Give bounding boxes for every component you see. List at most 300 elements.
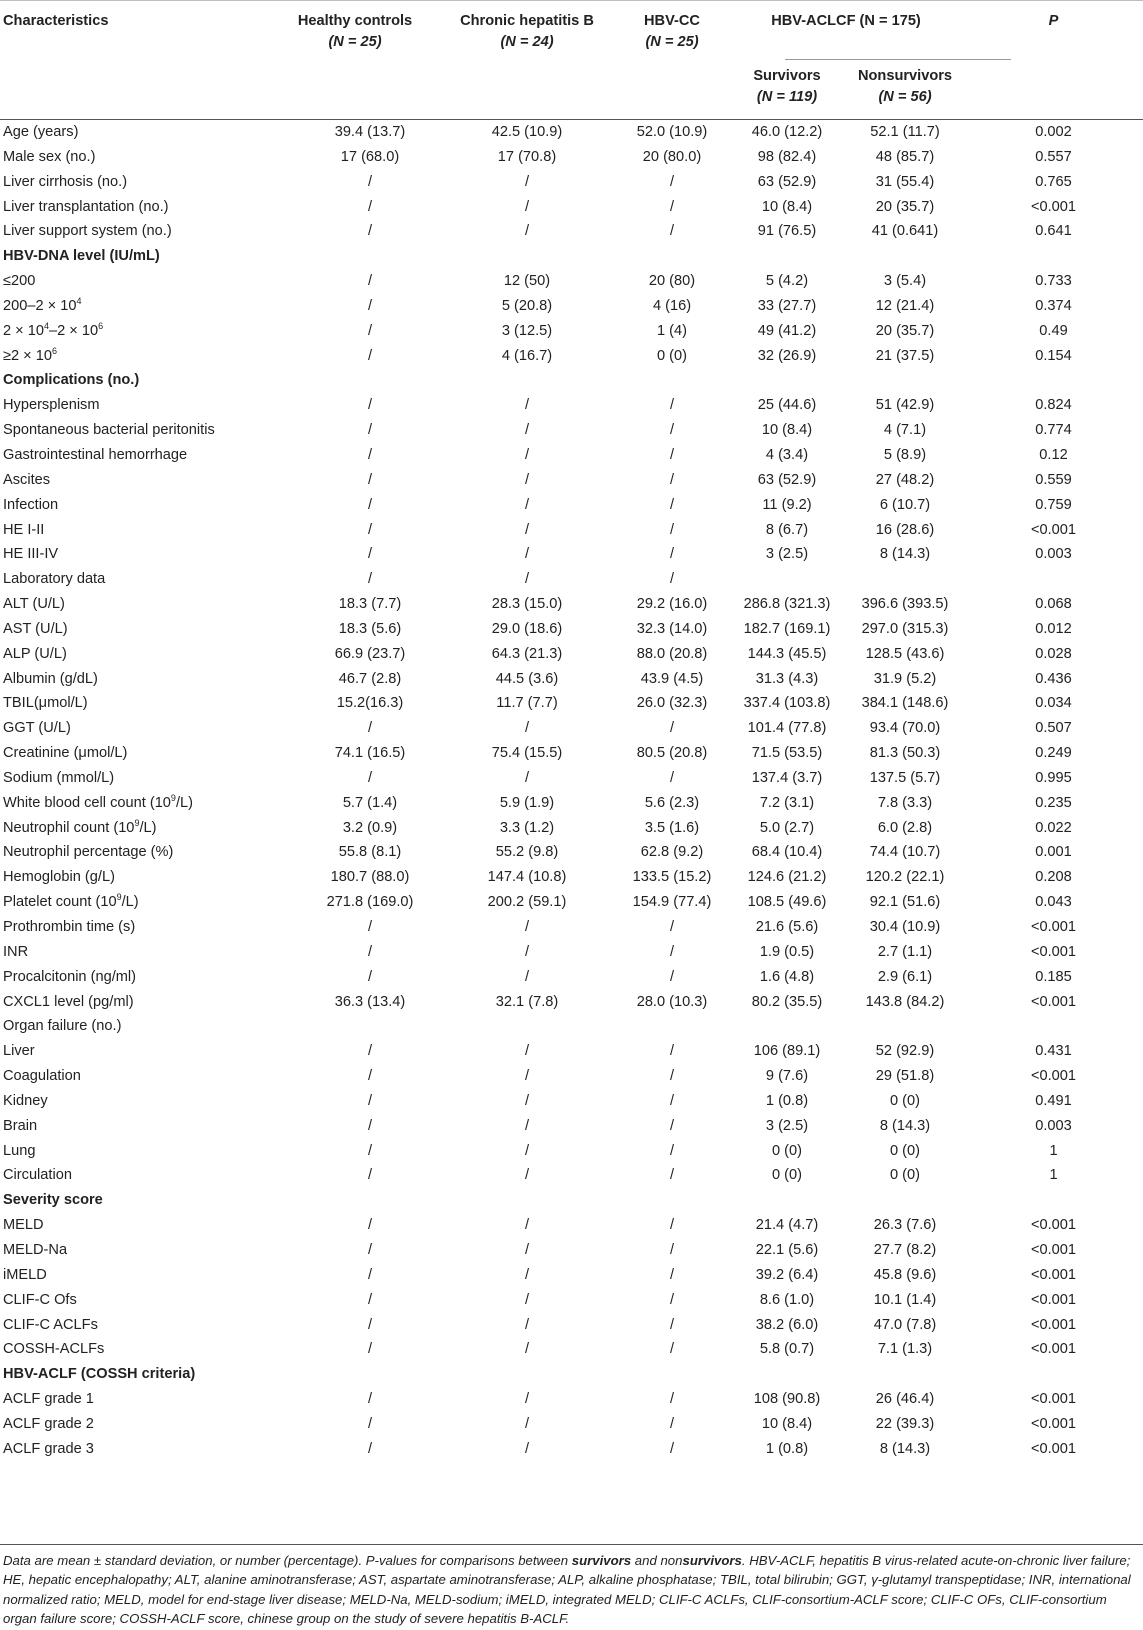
row-label: White blood cell count $(10^9/L)$	[3, 792, 193, 811]
row-label: Liver cirrhosis (no.)	[3, 173, 128, 190]
cell-p: 0.431	[1035, 1043, 1072, 1060]
cell-cc: /	[669, 1415, 675, 1432]
cell-cc: /	[669, 1068, 675, 1085]
cell-cc: 0 (0)	[656, 347, 687, 364]
cell-p: 0.12	[1039, 446, 1068, 463]
cell-p: 0.235	[1035, 794, 1072, 811]
table-row	[0, 642, 1143, 667]
cell-ns: 16 (28.6)	[875, 521, 935, 538]
cell-s: 7.2 (3.1)	[759, 794, 815, 811]
cell-chb: /	[524, 1167, 530, 1184]
table-row	[0, 493, 1143, 518]
cell-s: 68.4 (10.4)	[751, 844, 823, 861]
cell-chb: /	[524, 720, 530, 737]
cell-chb: /	[524, 1440, 530, 1457]
header-chronic-hepatitis-b	[438, 0, 616, 120]
cell-cc: /	[669, 919, 675, 935]
table-row	[0, 915, 1143, 940]
cell-hc: /	[367, 1068, 373, 1085]
cell-s: 0 (0)	[771, 1167, 802, 1184]
row-label: CXCL1 level (pg/ml)	[3, 993, 134, 1010]
cell-hc: 74.1 (16.5)	[334, 745, 406, 762]
cell-chb: /	[524, 1117, 530, 1134]
cell-ns: 0 (0)	[889, 1092, 920, 1109]
cell-chb: /	[524, 943, 530, 960]
table-row	[0, 766, 1143, 791]
cell-s: 286.8 (321.3)	[743, 596, 831, 613]
cell-hc: /	[367, 273, 373, 290]
cell-cc: 28.0 (10.3)	[636, 993, 708, 1010]
cell-s: 8.6 (1.0)	[759, 1291, 815, 1308]
row-label: $2 \times 10^4-2 \times 10^6$	[3, 320, 104, 339]
cell-cc: /	[669, 1117, 675, 1134]
cell-chb: 42.5 (10.9)	[491, 124, 563, 140]
row-label: ACLF grade 2	[3, 1415, 94, 1432]
cell-p	[964, 1362, 1143, 1387]
table-row	[0, 1437, 1143, 1462]
cell-ns: 45.8 (9.6)	[873, 1266, 937, 1283]
cell-chb: /	[524, 1142, 530, 1159]
table-row	[0, 667, 1143, 692]
table-row	[0, 1337, 1143, 1362]
cell-ns: 93.4 (70.0)	[869, 720, 941, 737]
cell-p: 0.374	[1035, 297, 1072, 314]
cell-chb: /	[524, 1241, 530, 1258]
cell-hc: /	[367, 198, 373, 215]
cell-chb: 3.3 (1.2)	[499, 819, 555, 836]
cell-chb: /	[524, 471, 530, 488]
cell-hc: /	[367, 347, 373, 364]
cell-ns: 41 (0.641)	[871, 223, 939, 240]
cell-hc: /	[367, 1415, 373, 1432]
cell-cc: /	[669, 943, 675, 960]
row-label: CLIF-C Ofs	[3, 1291, 77, 1308]
cell-p	[964, 1188, 1143, 1213]
section-header-row	[0, 368, 1143, 393]
row-label: Infection	[3, 496, 59, 513]
table-row	[0, 1412, 1143, 1437]
cell-ns: 8 (14.3)	[879, 1117, 931, 1134]
cell-chb: /	[524, 198, 530, 215]
cell-ns: 6.0 (2.8)	[877, 819, 933, 836]
cell-s: 21.4 (4.7)	[755, 1217, 819, 1234]
cell-ns: 7.1 (1.3)	[877, 1341, 933, 1358]
table-row	[0, 294, 1143, 319]
cell-cc: 3.5 (1.6)	[644, 819, 700, 836]
cell-chb: /	[524, 919, 530, 935]
cell-ns: 396.6 (393.5)	[861, 596, 949, 613]
table-row	[0, 716, 1143, 741]
table-row	[0, 1064, 1143, 1089]
cell-p: 0.641	[1035, 223, 1072, 240]
cell-cc: 154.9 (77.4)	[632, 894, 712, 911]
cell-p: 0.995	[1035, 769, 1072, 786]
cell-hc: /	[367, 769, 373, 786]
cell-p: 0.765	[1035, 173, 1072, 190]
cell-ns: 143.8 (84.2)	[865, 993, 945, 1010]
table-row	[0, 269, 1143, 294]
cell-p: 0.022	[1035, 819, 1072, 836]
cell-p	[964, 244, 1143, 269]
cell-ns: 47.0 (7.8)	[873, 1316, 937, 1333]
cell-p: 0.507	[1035, 720, 1072, 737]
cell-hc: 5.7 (1.4)	[342, 794, 398, 811]
cell-s: 63 (52.9)	[757, 471, 817, 488]
cell-chb: /	[524, 1068, 530, 1085]
row-label: Prothrombin time (s)	[3, 919, 136, 935]
cell-hc: /	[367, 173, 373, 190]
cell-chb	[438, 368, 616, 393]
row-label: GGT (U/L)	[3, 720, 71, 737]
cell-ns: 137.5 (5.7)	[869, 769, 941, 786]
cell-p: 0.824	[1035, 397, 1072, 414]
cell-chb: 147.4 (10.8)	[487, 869, 567, 886]
cell-ns: 384.1 (148.6)	[861, 695, 949, 712]
cell-s: 9 (7.6)	[765, 1068, 809, 1085]
cell-p: 0.249	[1035, 745, 1072, 762]
cell-cc: 26.0 (32.3)	[636, 695, 708, 712]
cell-cc: /	[669, 446, 675, 463]
table-body	[0, 120, 1143, 1462]
cell-s: 101.4 (77.8)	[747, 720, 827, 737]
cell-cc: 20 (80.0)	[642, 148, 702, 165]
header-chb-name: Chronic hepatitis B	[460, 13, 594, 29]
row-label: $\ge 2 \times 10^6$	[3, 345, 58, 364]
cell-ns: 0 (0)	[889, 1167, 920, 1184]
cell-ns: 30.4 (10.9)	[869, 919, 941, 935]
cell-hc: /	[367, 919, 373, 935]
cell-s: 38.2 (6.0)	[755, 1316, 819, 1333]
cell-chb: 12 (50)	[503, 273, 551, 290]
table-row	[0, 393, 1143, 418]
cell-hc: /	[367, 521, 373, 538]
cell-hc: /	[367, 322, 373, 339]
cell-p: 0.436	[1035, 670, 1072, 687]
cell-cc: /	[669, 1167, 675, 1184]
cell-chb: /	[524, 1341, 530, 1358]
cell-s: 1 (0.8)	[765, 1092, 809, 1109]
cell-ns: 22 (39.3)	[875, 1415, 935, 1432]
cell-p: <0.001	[1030, 1415, 1077, 1432]
cell-cc: /	[669, 1142, 675, 1159]
row-label: Sodium (mmol/L)	[3, 769, 115, 786]
cell-hc: /	[367, 1316, 373, 1333]
cell-cc: /	[669, 769, 675, 786]
cell-hc: /	[367, 1117, 373, 1134]
cell-chb	[438, 1014, 616, 1039]
cell-cc: /	[669, 397, 675, 414]
cell-ns: 5 (8.9)	[883, 446, 927, 463]
cell-s: 21.6 (5.6)	[755, 919, 819, 935]
cell-p: 0.774	[1035, 422, 1072, 439]
cell-ns: 74.4 (10.7)	[869, 844, 941, 861]
cell-p	[964, 567, 1143, 592]
cell-chb: 200.2 (59.1)	[487, 894, 567, 911]
row-label: HBV-ACLF (COSSH criteria)	[3, 1366, 196, 1383]
cell-cc: 5.6 (2.3)	[644, 794, 700, 811]
cell-s: 25 (44.6)	[757, 397, 817, 414]
cell-ns: 8 (14.3)	[879, 1440, 931, 1457]
cell-p: 0.001	[1035, 844, 1072, 861]
cell-ns: 48 (85.7)	[875, 148, 935, 165]
cell-cc: /	[669, 720, 675, 737]
row-label: Severity score	[3, 1192, 103, 1209]
table-row	[0, 741, 1143, 766]
cell-p: <0.001	[1030, 1341, 1077, 1358]
table-row	[0, 195, 1143, 220]
cell-chb: /	[524, 546, 530, 563]
row-label: TBIL(μmol/L)	[3, 695, 88, 712]
cell-s: 4 (3.4)	[765, 446, 809, 463]
cell-ns: 8 (14.3)	[879, 546, 931, 563]
header-hbv-aclf-group	[728, 0, 964, 120]
header-hc-name: Healthy controls	[297, 13, 413, 29]
cell-cc: /	[669, 571, 675, 588]
cell-chb: 11.7 (7.7)	[496, 695, 558, 712]
cell-s: 91 (76.5)	[757, 223, 817, 240]
row-label: AST (U/L)	[3, 620, 68, 637]
cell-cc: 52.0 (10.9)	[636, 124, 708, 140]
cell-hc: 36.3 (13.4)	[334, 993, 406, 1010]
row-label: Spontaneous bacterial peritonitis	[3, 422, 215, 439]
row-label: Coagulation	[3, 1068, 81, 1085]
cell-s: 5 (4.2)	[765, 273, 809, 290]
cell-hc: 17 (68.0)	[340, 148, 400, 165]
cell-cc: /	[669, 1316, 675, 1333]
table-row	[0, 990, 1143, 1015]
cell-p: <0.001	[1030, 1291, 1077, 1308]
cell-ns: 128.5 (43.6)	[865, 645, 945, 662]
cell-cc: /	[669, 1241, 675, 1258]
cell-hc: /	[367, 397, 373, 414]
cell-chb: /	[524, 223, 530, 240]
aclf-group-underline	[785, 59, 1011, 60]
cell-chb: 17 (70.8)	[497, 148, 557, 165]
header-healthy-controls	[272, 0, 438, 120]
cell-chb: /	[524, 1092, 530, 1109]
bottom-rule	[0, 1544, 1143, 1545]
cell-cc: 1 (4)	[656, 322, 687, 339]
cell-s: 108.5 (49.6)	[747, 894, 827, 911]
cell-hc: /	[367, 1142, 373, 1159]
cell-p: 0.208	[1035, 869, 1072, 886]
cell-hc	[272, 368, 438, 393]
cell-cc: /	[669, 198, 675, 215]
cell-p: <0.001	[1030, 1068, 1077, 1085]
cell-chb: /	[524, 1043, 530, 1060]
cell-cc	[616, 1188, 728, 1213]
cell-hc: /	[367, 1241, 373, 1258]
row-label: Hypersplenism	[3, 397, 100, 414]
cell-p: 0.002	[1035, 124, 1072, 140]
cell-hc: /	[367, 297, 373, 314]
cell-s: 106 (89.1)	[753, 1043, 821, 1060]
row-label: HE I-II	[3, 521, 45, 538]
cell-hc: /	[367, 1440, 373, 1457]
cell-ns	[846, 567, 964, 592]
table-row	[0, 865, 1143, 890]
cell-s: 10 (8.4)	[761, 1415, 813, 1432]
cell-p: 0.557	[1035, 148, 1072, 165]
row-label: HBV-DNA level (IU/mL)	[3, 248, 160, 265]
header-hbv-cc	[616, 0, 728, 120]
cell-hc: /	[367, 496, 373, 513]
cell-ns: 81.3 (50.3)	[869, 745, 941, 762]
table-row	[0, 1139, 1143, 1164]
cell-hc: /	[367, 943, 373, 960]
cell-hc: /	[367, 223, 373, 240]
row-label: Kidney	[3, 1092, 48, 1109]
cell-chb: 3 (12.5)	[501, 322, 553, 339]
cell-cc: 62.8 (9.2)	[640, 844, 704, 861]
cell-hc: 15.2(16.3)	[336, 695, 404, 712]
cell-s: 3 (2.5)	[765, 1117, 809, 1134]
cell-cc	[616, 244, 728, 269]
cell-ns: 3 (5.4)	[883, 273, 927, 290]
cell-hc	[272, 1362, 438, 1387]
cell-chb: 29.0 (18.6)	[491, 620, 563, 637]
cell-cc	[616, 1014, 728, 1039]
cell-hc: /	[367, 1217, 373, 1234]
table-row	[0, 1288, 1143, 1313]
table-row	[0, 542, 1143, 567]
table-row	[0, 940, 1143, 965]
table-row	[0, 567, 1143, 592]
cell-hc: /	[367, 471, 373, 488]
cell-ns: 120.2 (22.1)	[865, 869, 945, 886]
cell-chb: 28.3 (15.0)	[491, 596, 563, 613]
cell-cc: /	[669, 1440, 675, 1457]
cell-cc: /	[669, 546, 675, 563]
cell-chb	[438, 1188, 616, 1213]
row-label: CLIF-C ACLFs	[3, 1316, 98, 1333]
table-row	[0, 344, 1143, 369]
cell-hc: /	[367, 968, 373, 985]
cell-ns	[846, 1014, 964, 1039]
cell-p: <0.001	[1030, 1266, 1077, 1283]
cell-ns: 12 (21.4)	[875, 297, 935, 314]
row-label: Neutrophil percentage (%)	[3, 844, 174, 861]
cell-ns: 297.0 (315.3)	[861, 620, 949, 637]
cell-hc: /	[367, 1092, 373, 1109]
cell-s	[728, 1362, 846, 1387]
cell-hc: 3.2 (0.9)	[342, 819, 398, 836]
cell-s: 49 (41.2)	[757, 322, 817, 339]
cell-s: 5.8 (0.7)	[759, 1341, 815, 1358]
cell-p: 0.068	[1035, 596, 1072, 613]
row-label: COSSH-ACLFs	[3, 1341, 105, 1358]
cell-p: 0.491	[1035, 1092, 1072, 1109]
cell-p	[964, 368, 1143, 393]
cell-hc: /	[367, 422, 373, 439]
cell-s: 33 (27.7)	[757, 297, 817, 314]
cell-cc: 20 (80)	[648, 273, 696, 290]
table-row	[0, 170, 1143, 195]
table-row	[0, 219, 1143, 244]
cell-hc: 66.9 (23.7)	[334, 645, 406, 662]
header-cc-n: (N = 25)	[645, 34, 699, 50]
cell-cc: /	[669, 223, 675, 240]
row-label: $200-2 \times 10^4$	[3, 295, 82, 314]
table-row	[0, 965, 1143, 990]
table-row	[0, 1263, 1143, 1288]
cell-p: <0.001	[1030, 1391, 1077, 1408]
table-row	[0, 816, 1143, 841]
cell-ns: 29 (51.8)	[875, 1068, 935, 1085]
cell-s: 137.4 (3.7)	[751, 769, 823, 786]
cell-s: 71.5 (53.5)	[751, 745, 823, 762]
row-label: MELD	[3, 1217, 44, 1234]
cell-s: 1 (0.8)	[765, 1440, 809, 1457]
row-label: Procalcitonin (ng/ml)	[3, 968, 137, 985]
row-label: HE III-IV	[3, 546, 59, 563]
header-survivors: Survivors (N = 119)	[753, 68, 821, 105]
cell-hc: 180.7 (88.0)	[330, 869, 410, 886]
table-row	[0, 468, 1143, 493]
cell-ns: 31 (55.4)	[875, 173, 935, 190]
section-header-row	[0, 244, 1143, 269]
row-label: INR	[3, 943, 29, 960]
cell-chb: 75.4 (15.5)	[491, 745, 563, 762]
cell-ns: 21 (37.5)	[875, 347, 935, 364]
cell-s	[728, 244, 846, 269]
cell-ns	[846, 244, 964, 269]
cell-ns: 10.1 (1.4)	[873, 1291, 937, 1308]
cell-ns: 92.1 (51.6)	[869, 894, 941, 911]
cell-cc: /	[669, 1291, 675, 1308]
cell-p: 0.559	[1035, 471, 1072, 488]
cell-chb: /	[524, 1217, 530, 1234]
row-label: Brain	[3, 1117, 38, 1134]
row-label: Gastrointestinal hemorrhage	[3, 446, 188, 463]
cell-cc: /	[669, 471, 675, 488]
header-characteristics: Characteristics	[3, 13, 109, 29]
cell-p: 0.759	[1035, 496, 1072, 513]
table-row	[0, 1213, 1143, 1238]
row-label: Liver	[3, 1043, 35, 1060]
cell-cc: /	[669, 1266, 675, 1283]
cell-hc: /	[367, 1167, 373, 1184]
header-nonsurvivors: Nonsurvivors (N = 56)	[857, 68, 953, 105]
cell-chb: /	[524, 1415, 530, 1432]
cell-hc: /	[367, 1291, 373, 1308]
row-label: Liver support system (no.)	[3, 223, 172, 240]
cell-s: 46.0 (12.2)	[751, 124, 823, 140]
cell-cc: 80.5 (20.8)	[636, 745, 708, 762]
cell-s	[728, 567, 846, 592]
table-row	[0, 691, 1143, 716]
cell-p: 1	[1049, 1167, 1058, 1184]
cell-chb: /	[524, 968, 530, 985]
cell-chb	[438, 1362, 616, 1387]
cell-chb: /	[524, 1266, 530, 1283]
table-row	[0, 1313, 1143, 1338]
cell-chb: /	[524, 521, 530, 538]
row-label: ACLF grade 1	[3, 1391, 94, 1408]
cell-chb: 55.2 (9.8)	[495, 844, 559, 861]
cell-cc	[616, 368, 728, 393]
cell-chb: 32.1 (7.8)	[495, 993, 559, 1010]
cell-ns: 20 (35.7)	[875, 322, 935, 339]
cell-p: 0.185	[1035, 968, 1072, 985]
table-row	[0, 1238, 1143, 1263]
cell-chb: 44.5 (3.6)	[495, 670, 559, 687]
cell-ns: 4 (7.1)	[883, 422, 927, 439]
cell-chb: /	[524, 496, 530, 513]
cell-p: <0.001	[1030, 919, 1077, 935]
cell-ns: 2.9 (6.1)	[877, 968, 933, 985]
cell-cc: /	[669, 1043, 675, 1060]
